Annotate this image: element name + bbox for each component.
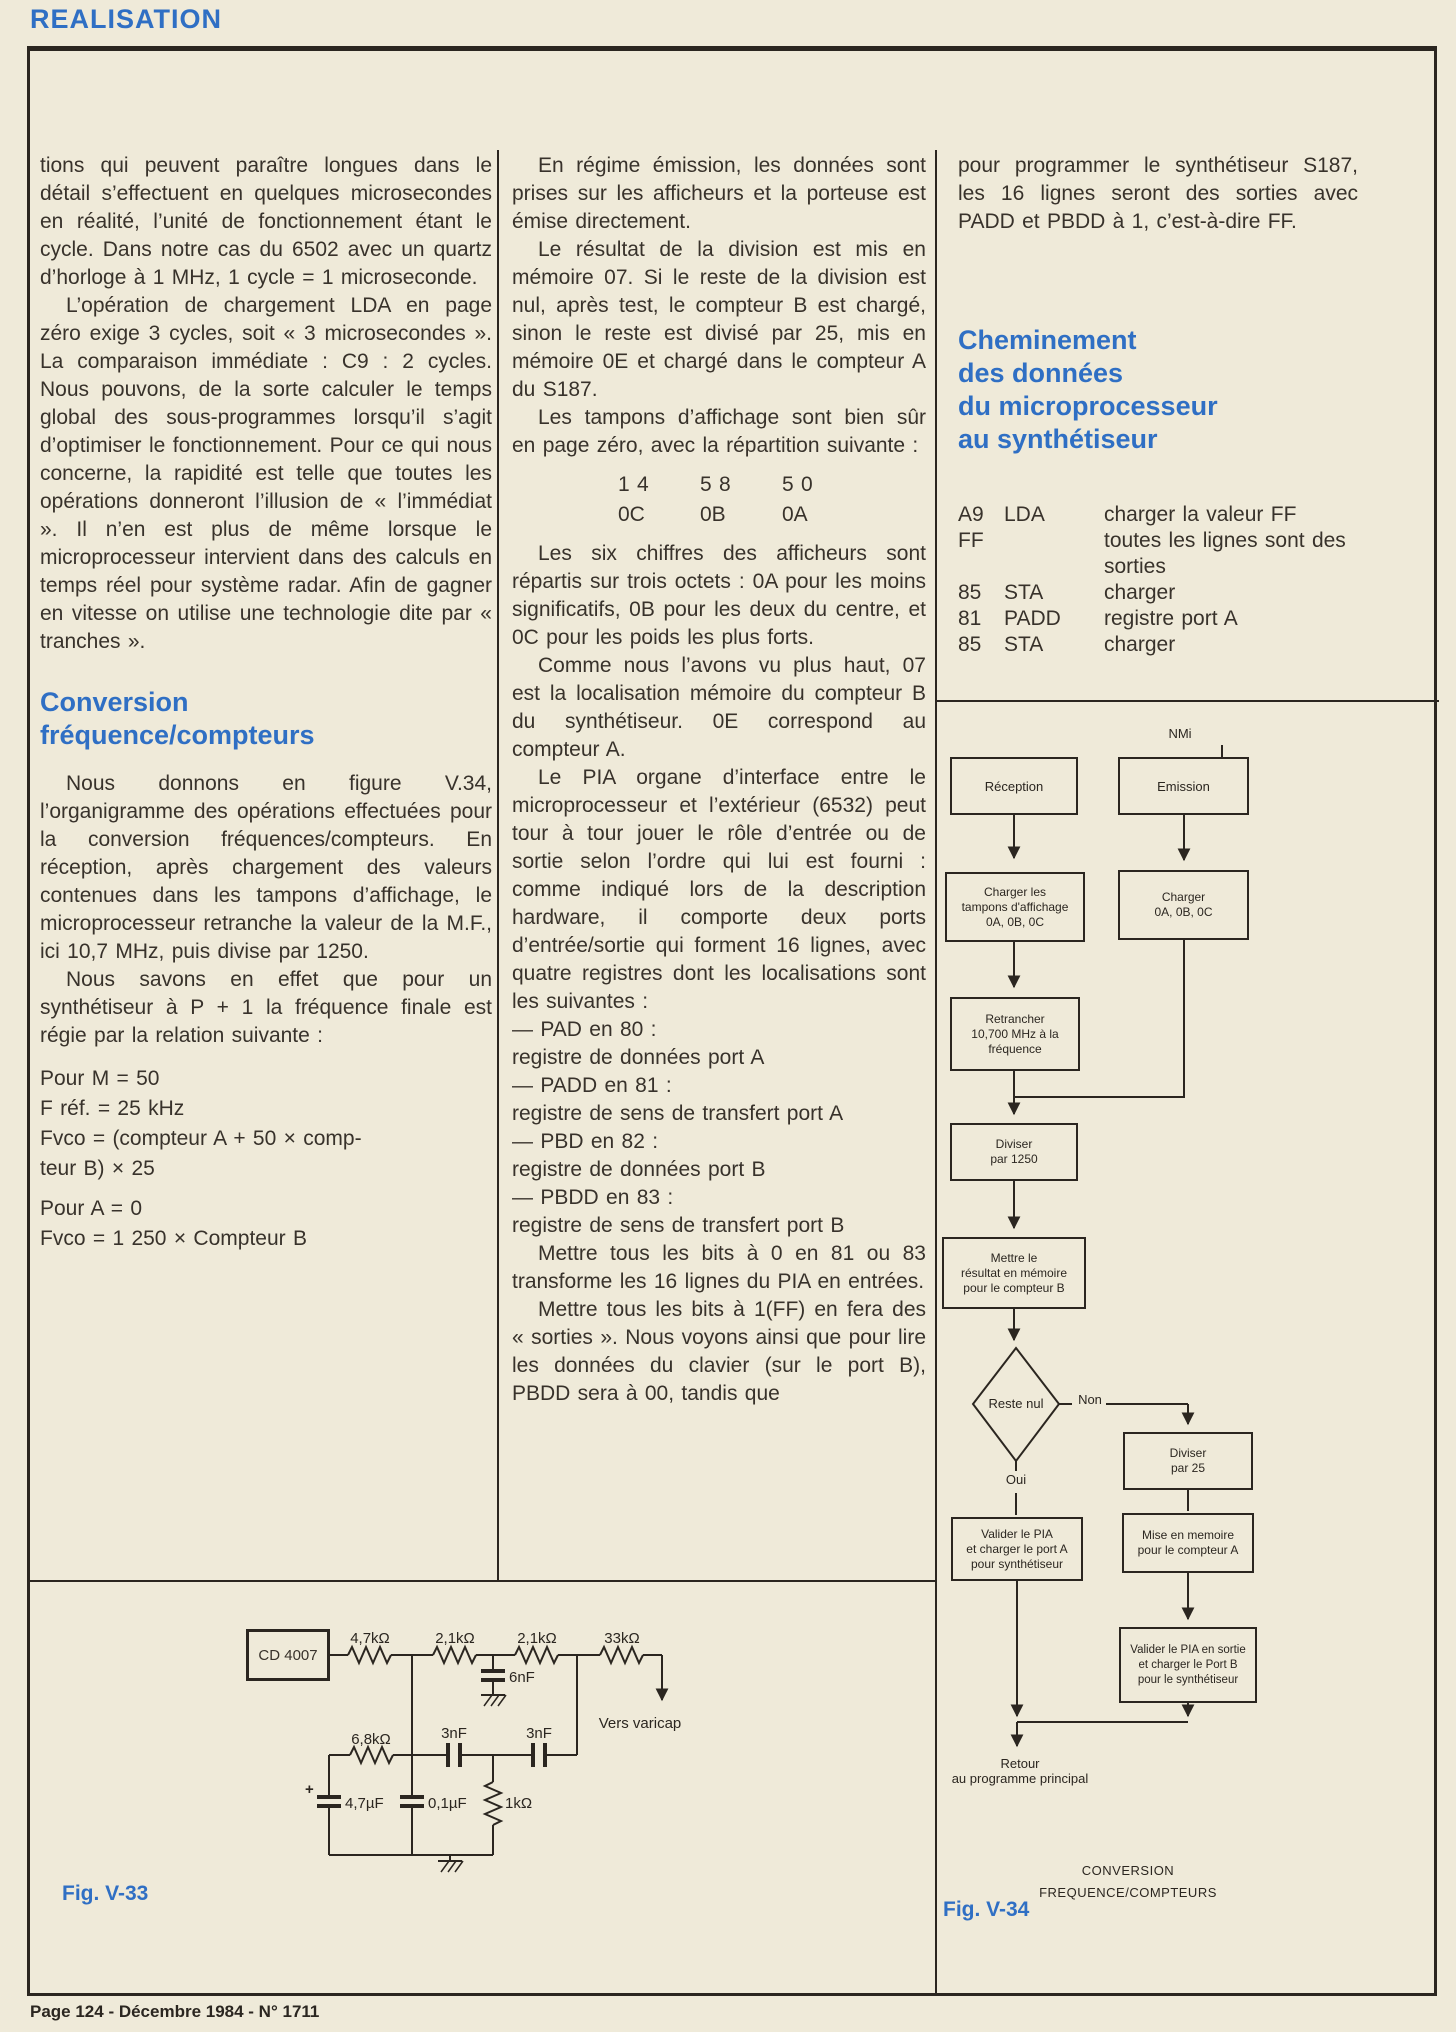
- paragraph: pour programmer le synthétiseur S187, les 16 lignes seront des sorties avec PADD et PBDD à 1, c’est-à-dire FF.: [958, 154, 1358, 233]
- branch-no-label: Non: [1078, 1392, 1102, 1407]
- heading-line: fréquence/compteurs: [40, 720, 315, 750]
- flowchart-node-mettre-memoire-b: [942, 1237, 1086, 1309]
- node-line: Diviser: [1169, 1446, 1207, 1460]
- node-line: par 1250: [990, 1152, 1038, 1166]
- column-2: [512, 152, 926, 1408]
- listing-row: [958, 632, 1358, 658]
- mnemonic: STA: [1004, 633, 1044, 656]
- heading-line: Cheminement: [958, 325, 1137, 355]
- node-line: pour le synthétiseur: [1137, 1673, 1239, 1686]
- flowchart-node-valider-port-a: [951, 1517, 1083, 1581]
- listing-row: [958, 606, 1358, 632]
- formula-block: [40, 1064, 492, 1254]
- resistor-label: 6,8kΩ: [351, 1731, 391, 1748]
- register-list: [512, 1016, 926, 1240]
- node-line: Diviser: [995, 1137, 1033, 1151]
- flowchart-node-emission: [1118, 757, 1249, 815]
- figure-label-v33: Fig. V-33: [62, 1882, 149, 1905]
- formula-line: Pour A = 0: [40, 1197, 142, 1220]
- node-line: pour le compteur A: [1137, 1543, 1239, 1557]
- listing-row: [958, 554, 1358, 580]
- page-footer: Page 124 - Décembre 1984 - N° 1711: [30, 2002, 320, 2021]
- paragraph: En régime émission, les données sont prises sur les afficheurs et la porteuse est émise directement.: [512, 154, 926, 233]
- list-item: — PAD en 80 :: [512, 1018, 657, 1041]
- comment: toutes les lignes sont des: [1104, 529, 1346, 552]
- output-label: Vers varicap: [598, 1715, 682, 1732]
- node-line: résultat en mémoire: [960, 1265, 1068, 1280]
- column-divider-1: [497, 150, 499, 1580]
- paragraph: Mettre tous les bits à 0 en 81 ou 83 transforme les 16 lignes du PIA en entrées.: [512, 1242, 926, 1293]
- mnemonic: LDA: [1004, 503, 1045, 526]
- table-cell: 1 4: [618, 473, 649, 496]
- table-cell: 0B: [700, 503, 726, 526]
- flowchart-node-reception: [950, 757, 1078, 815]
- resistor-label: 2,1kΩ: [435, 1630, 475, 1647]
- opcode: A9: [958, 503, 984, 526]
- retour-label: [905, 1756, 1135, 1786]
- flowchart-node-valider-port-b: [1119, 1627, 1257, 1703]
- list-item: registre de données port A: [512, 1046, 765, 1069]
- table-cell: 5 8: [700, 473, 731, 496]
- table-row: [618, 500, 926, 530]
- node-line: Charger: [1161, 890, 1206, 904]
- page-title: REALISATION: [30, 4, 222, 34]
- retour-line: au programme principal: [951, 1771, 1089, 1786]
- memory-map-table: [618, 470, 926, 530]
- flowchart-node-diviser-25: [1123, 1432, 1253, 1490]
- text-bottom-border: [30, 1580, 935, 1582]
- flowchart-node-charger: [1118, 870, 1249, 940]
- opcode: FF: [958, 529, 984, 552]
- ic-cd4007: [246, 1629, 330, 1681]
- ic-label: CD 4007: [258, 1646, 318, 1664]
- node-line: Retrancher: [985, 1011, 1045, 1026]
- node-line: Mettre le: [990, 1250, 1038, 1265]
- heading-line: au synthétiseur: [958, 424, 1158, 454]
- listing-row: [958, 502, 1358, 528]
- opcode: 81: [958, 607, 982, 630]
- paragraph: Nous savons en effet que pour un synthétiseur à P + 1 la fréquence finale est régie par la relation suivante :: [40, 968, 492, 1047]
- paragraph: Les six chiffres des afficheurs sont répartis sur trois octets : 0A pour les moins significatifs, 0B pour les deux du centre, et 0C pour les poids les plus forts.: [512, 542, 926, 649]
- caption-line: CONVERSION: [1081, 1863, 1175, 1878]
- opcode: 85: [958, 581, 982, 604]
- decision-label: Reste nul: [988, 1396, 1044, 1411]
- table-row: [618, 470, 926, 500]
- formula-line: Fvco = (compteur A + 50 × comp-: [40, 1127, 362, 1150]
- column-3: [958, 152, 1358, 658]
- polarity-plus-sign: +: [305, 1781, 314, 1798]
- flowchart-node-diviser-1250: [950, 1123, 1078, 1181]
- paragraph: tions qui peuvent paraître longues dans le détail s’effectuent en quelques microsecondes en réalité, l’unité de fonctionnement étant le cycle. Dans notre cas du 6502 avec un quartz d’horloge à 1 MHz, 1 cycle = 1 microseconde.: [40, 154, 492, 289]
- column-1: [40, 152, 492, 1254]
- flowchart-top-border: [935, 700, 1439, 702]
- flowchart-caption: [1013, 1860, 1243, 1904]
- formula-line: Pour M = 50: [40, 1067, 160, 1090]
- figure-label-v34: Fig. V-34: [943, 1898, 1030, 1921]
- node-line: par 25: [1170, 1461, 1206, 1475]
- node-line: tampons d'affichage: [961, 899, 1069, 914]
- node-line: et charger le Port B: [1138, 1658, 1238, 1671]
- mnemonic: PADD: [1004, 607, 1061, 630]
- node-line: pour synthétiseur: [970, 1556, 1064, 1571]
- capacitor-label: 3nF: [526, 1725, 552, 1742]
- list-item: — PBDD en 83 :: [512, 1186, 674, 1209]
- node-line: 0A, 0B, 0C: [1154, 905, 1213, 919]
- resistor-label: 4,7kΩ: [350, 1630, 390, 1647]
- opcode: 85: [958, 633, 982, 656]
- flowchart-node-mise-memoire-a: [1122, 1513, 1254, 1573]
- paragraph: Le PIA organe d’interface entre le microprocesseur et l’extérieur (6532) peut tour à tour jouer le rôle d’entrée ou de sortie selon l’ordre qui lui est fourni : comme indiqué lors de la description hardware, il comporte deux ports d’entrée/sortie qui forment 16 lignes, avec quatre registres dont les localisations sont les suivantes :: [512, 766, 926, 1013]
- node-line: Valider le PIA: [981, 1526, 1053, 1541]
- heading-line: du microprocesseur: [958, 391, 1218, 421]
- node-line: Mise en memoire: [1141, 1528, 1235, 1542]
- paragraph: Les tampons d’affichage sont bien sûr en page zéro, avec la répartition suivante :: [512, 406, 926, 457]
- flowchart-node-retrancher: [950, 997, 1080, 1071]
- comment: registre port A: [1104, 607, 1238, 630]
- mnemonic: [1004, 528, 1104, 554]
- resistor-label: 2,1kΩ: [517, 1630, 557, 1647]
- capacitor-label: 0,1µF: [428, 1795, 467, 1812]
- paragraph: Mettre tous les bits à 1(FF) en fera des « sorties ». Nous voyons ainsi que pour lire les données du clavier (sur le port B), PBDD sera à 00, tandis que: [512, 1298, 926, 1405]
- mnemonic: STA: [1004, 581, 1044, 604]
- resistor-label: 33kΩ: [604, 1630, 640, 1647]
- paragraph: Comme nous l’avons vu plus haut, 07 est la localisation mémoire du compteur B du synthétiseur. 0E correspond au compteur A.: [512, 654, 926, 761]
- node-line: Emission: [1157, 778, 1210, 794]
- comment: charger la valeur FF: [1104, 503, 1297, 526]
- capacitor-label: 3nF: [441, 1725, 467, 1742]
- paragraph: Nous donnons en figure V.34, l’organigramme des opérations effectuées pour la conversion fréquences/compteurs. En réception, après chargement des valeurs contenues dans les tampons d’affichage, le microprocesseur retranche la valeur de la M.F., ici 10,7 MHz, puis divise par 1250.: [40, 772, 492, 963]
- node-line: 0A, 0B, 0C: [985, 914, 1045, 929]
- flowchart-node-charger-tampons: [945, 872, 1085, 942]
- node-line: fréquence: [988, 1041, 1042, 1056]
- node-line: pour le compteur B: [963, 1280, 1065, 1295]
- paragraph: L’opération de chargement LDA en page zéro exige 3 cycles, soit « 3 microsecondes ». La comparaison immédiate : C9 : 2 cycles. Nous pouvons, de la sorte calculer le temps global des sous-programmes lorsqu’il s’agit d’optimiser le fonctionnement. Pour ce qui nous concerne, la rapidité est telle que toutes les opérations donneront l’illusion de « l’immédiat ». Il n’en est plus de même lorsque le microprocesseur intervient dans des calculs en temps réel pour système radar. Afin de gagner en vitesse on utilise une technologie dite par « tranches ».: [40, 294, 492, 653]
- opcode: [958, 554, 1004, 580]
- table-cell: 5 0: [782, 473, 813, 496]
- table-cell: 0A: [782, 503, 808, 526]
- capacitor-label: 6nF: [509, 1669, 535, 1686]
- formula-line: teur B) × 25: [40, 1157, 155, 1180]
- node-line: Valider le PIA en sortie: [1130, 1643, 1246, 1656]
- mnemonic: [1004, 554, 1104, 580]
- listing-row: [958, 580, 1358, 606]
- formula-line: Fvco = 1 250 × Compteur B: [40, 1227, 307, 1250]
- heading-line: Conversion: [40, 687, 189, 717]
- comment: sorties: [1104, 555, 1166, 578]
- retour-line: Retour: [1000, 1756, 1040, 1771]
- list-item: — PBD en 82 :: [512, 1130, 659, 1153]
- list-item: registre de sens de transfert port B: [512, 1214, 845, 1237]
- node-line: et charger le port A: [966, 1541, 1068, 1556]
- formula-line: F réf. = 25 kHz: [40, 1097, 185, 1120]
- branch-yes-label: Oui: [1005, 1472, 1027, 1487]
- section-heading-conversion: [40, 686, 492, 752]
- capacitor-label: 4,7µF: [345, 1795, 384, 1812]
- listing-row: [958, 528, 1358, 554]
- nmi-label: NMi: [1168, 726, 1192, 741]
- heading-line: des données: [958, 358, 1124, 388]
- paragraph: Le résultat de la division est mis en mémoire 07. Si le reste de la division est nul, après test, le compteur B est chargé, sinon le reste est divisé par 25, mis en mémoire 0E et chargé dans le compteur A du S187.: [512, 238, 926, 401]
- node-line: Réception: [984, 778, 1044, 794]
- node-line: 10,700 MHz à la: [971, 1026, 1059, 1041]
- comment: charger: [1104, 633, 1176, 656]
- section-heading-cheminement: [958, 324, 1358, 456]
- resistor-label: 1kΩ: [505, 1795, 533, 1812]
- comment: charger: [1104, 581, 1176, 604]
- column-divider-2: [935, 150, 937, 1996]
- caption-line: FREQUENCE/COMPTEURS: [1039, 1885, 1217, 1900]
- assembly-listing: [958, 502, 1358, 658]
- list-item: registre de données port B: [512, 1158, 766, 1181]
- list-item: — PADD en 81 :: [512, 1074, 672, 1097]
- table-cell: 0C: [618, 503, 645, 526]
- node-line: Charger les: [983, 884, 1047, 899]
- list-item: registre de sens de transfert port A: [512, 1102, 844, 1125]
